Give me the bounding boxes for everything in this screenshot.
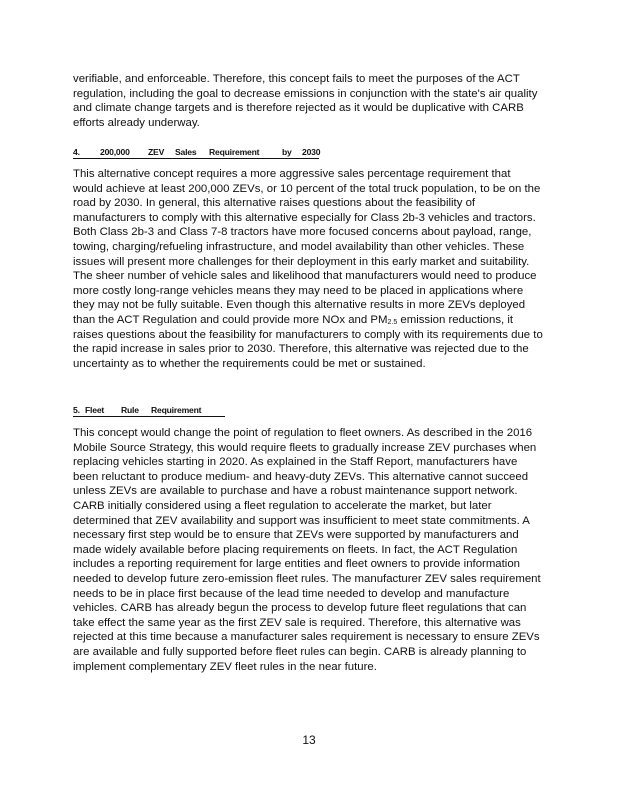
heading-word: Requirement — [209, 147, 260, 157]
paragraph-intro-continuation — [73, 72, 543, 130]
heading-word: 2030 — [302, 147, 321, 157]
paragraph-text-end: emission reductions, it raises questions about the feasibility for manufacturers to comply with its requirements due to the rapid increase in sales prior to 2030. Therefore, this alternative was rejected due to the uncertainty as to whether the requirements could be met or sustained. — [73, 313, 543, 370]
paragraph-text: This alternative concept requires a more aggressive sales percentage requirement that would achieve at least 200,000 ZEVs, or 10 percent of the total truck population, to be on the road by 2030. In general, this alternative raises questions about the feasibility of manufacturers to comply with this alternative especially for Class 2b-3 vehicles and tractors. Both Class 2b-3 and Class 7-8 tractors have more focused concerns about payload, range, towing, charging/refueling infrastructure, and model availability than other vehicles. These issues will present more challenges for their deployment in this early market and suitability. The sheer number of vehicle sales and likelihood that manufacturers would need to produce more costly long-range vehicles means they may need to be placed in applications where they may not be fully suitable. Even though this alternative results in more ZEVs deployed than the ACT Regulation and could provide more NOx and PM — [73, 168, 541, 326]
heading-word: Fleet — [85, 405, 105, 415]
paragraph-fleet-rule-alternative — [73, 426, 543, 674]
page-number: 13 — [302, 733, 316, 747]
heading-number: 5. — [73, 405, 80, 415]
pm-subscript: 2.5 — [387, 318, 398, 326]
heading-word: by — [282, 147, 292, 157]
heading-number: 4. — [73, 147, 80, 157]
heading-word: 200,000 — [100, 147, 130, 157]
heading-200000-zev-sales-requirement — [73, 147, 319, 159]
heading-fleet-rule-requirement — [73, 405, 225, 417]
paragraph-200000-zev-alternative — [73, 167, 543, 371]
heading-word: ZEV — [148, 147, 165, 157]
heading-word: Sales — [175, 147, 197, 157]
paragraph-text: This concept would change the point of regulation to fleet owners. As described in the 2016 Mobile Source Strategy, this would require fleets to gradually increase ZEV purchases when replacing vehicles starting in 2020. As explained in the Staff Report, manufacturers have been reluctant to produce medium- and heavy-duty ZEVs. This alternative cannot succeed unless ZEVs are available to purchase and have a robust maintenance support network. CARB initially considered using a fleet regulation to accelerate the market, but later determined that ZEV availability and support was insufficient to meet state commitments. A necessary first step would be to ensure that ZEVs were supported by manufacturers and made widely available before placing requirements on fleets. In fact, the ACT Regulation includes a reporting requirement for large entities and fleet owners to provide information needed to develop future zero-emission fleet rules. The manufacturer ZEV sales requirement needs to be in place first because of the lead time needed to develop and manufacture vehicles. CARB has already begun the process to develop future fleet regulations that can take effect the same year as the first ZEV sale is required. Therefore, this alternative was rejected at this time because a manufacturer sales requirement is necessary to ensure ZEVs are available and fully supported before fleet rules can begin. CARB is already planning to implement complementary ZEV fleet rules in the near future. — [73, 427, 541, 673]
heading-word: Requirement — [151, 405, 202, 415]
paragraph-text: verifiable, and enforceable. Therefore, this concept fails to meet the purposes of the ACT regulation, including the goal to decrease emissions in conjunction with the state's air quality and climate change targets and is therefore rejected as it would be duplicative with CARB efforts already underway. — [73, 73, 538, 129]
heading-word: Rule — [121, 405, 139, 415]
